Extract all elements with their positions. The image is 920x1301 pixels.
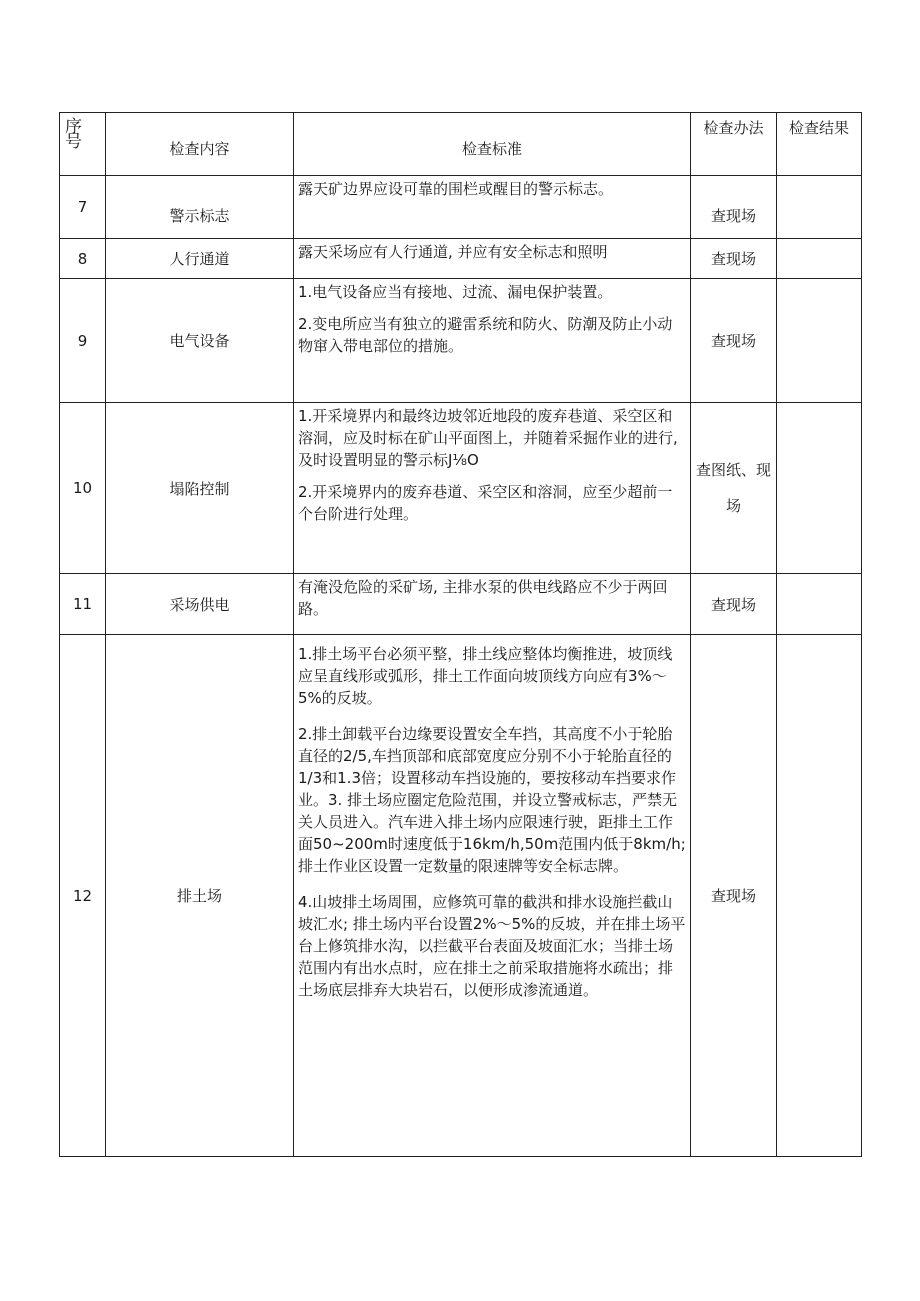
row-no: 11 xyxy=(60,574,106,635)
row-method: 查现场 xyxy=(691,574,777,635)
row-result xyxy=(777,176,862,239)
table-row xyxy=(60,239,862,279)
table-row xyxy=(60,635,862,1157)
row-method: 查现场 xyxy=(691,239,777,279)
row-method: 查现场 xyxy=(691,279,777,403)
standard-paragraph: 露天采场应有人行通道, 并应有安全标志和照明 xyxy=(298,243,608,261)
standard-paragraph: 1.开采境界内和最终边坡邻近地段的废弃巷道、采空区和溶洞，应及时标在矿山平面图上，并随着采掘作业的进行, 及时设置明显的警示标J⅛O xyxy=(298,407,678,469)
row-standard xyxy=(294,635,691,1157)
row-item: 采场供电 xyxy=(106,574,294,635)
standard-paragraph: 2.开采境界内的废弃巷道、采空区和溶洞，应至少超前一个台阶进行处理。 xyxy=(298,483,673,523)
row-standard xyxy=(294,279,691,403)
header-result: 检查结果 xyxy=(777,113,862,176)
row-no: 8 xyxy=(60,239,106,279)
row-result xyxy=(777,403,862,574)
standard-paragraph: 1.排土场平台必须平整，排土线应整体均衡推进，坡顶线应呈直线形或弧形，排土工作面向坡顶线方向应有3%～5%的反坡。 xyxy=(298,645,673,707)
row-item: 电气设备 xyxy=(106,279,294,403)
row-item: 塌陷控制 xyxy=(106,403,294,574)
row-item: 排土场 xyxy=(106,635,294,1157)
row-no: 10 xyxy=(60,403,106,574)
header-standard: 检查标准 xyxy=(294,113,691,176)
row-no: 7 xyxy=(60,176,106,239)
standard-paragraph: 1.电气设备应当有接地、过流、漏电保护装置。 xyxy=(298,283,613,301)
header-method: 检查办法 xyxy=(691,113,777,176)
table-row xyxy=(60,176,862,239)
row-result xyxy=(777,635,862,1157)
row-no: 12 xyxy=(60,635,106,1157)
row-result xyxy=(777,279,862,403)
row-standard xyxy=(294,176,691,239)
header-row xyxy=(60,113,862,176)
header-no-text: 序号 xyxy=(65,117,82,152)
row-standard xyxy=(294,403,691,574)
row-result xyxy=(777,239,862,279)
standard-paragraph: 露天矿边界应设可靠的围栏或醒目的警示标志。 xyxy=(298,180,614,198)
row-item: 人行通道 xyxy=(106,239,294,279)
row-standard xyxy=(294,574,691,635)
header-item: 检查内容 xyxy=(106,113,294,176)
table-row xyxy=(60,403,862,574)
table-row xyxy=(60,279,862,403)
standard-paragraph: 2.变电所应当有独立的避雷系统和防火、防潮及防止小动物窜入带电部位的措施。 xyxy=(298,315,673,355)
row-result xyxy=(777,574,862,635)
row-item: 警示标志 xyxy=(106,176,294,239)
row-method: 查现场 xyxy=(691,635,777,1157)
standard-paragraph: 有淹没危险的采矿场, 主排水泵的供电线路应不少于两回路。 xyxy=(298,578,668,618)
row-standard xyxy=(294,239,691,279)
standard-paragraph: 2.排土卸载平台边缘要设置安全车挡，其高度不小于轮胎直径的2/5,车挡顶部和底部宽度应分别不小于轮胎直径的1/3和1.3倍；设置移动车挡设施的，要按移动车挡要求作业。3. 排土场应圈定危险范围，并设立警戒标志，严禁无关人员进入。汽车进入排土场内应限速行驶，距排土工作面50~200m时速度低于16km/h,50m范围内低于8km/h;排土作业区设置一定数量的限速牌等安全标志牌。 xyxy=(298,725,686,875)
standard-paragraph: 4.山坡排土场周围，应修筑可靠的截洪和排水设施拦截山坡汇水; 排土场内平台设置2%～5%的反坡，并在排土场平台上修筑排水沟，以拦截平台表面及坡面汇水；当排土场范围内有出水点时，应在排土之前采取措施将水疏出；排土场底层排弃大块岩石，以便形成渗流通道。 xyxy=(298,893,686,999)
table-row xyxy=(60,574,862,635)
inspection-table xyxy=(59,112,862,1157)
row-method: 查图纸、现场 xyxy=(691,403,777,574)
header-no xyxy=(60,113,106,176)
row-method: 查现场 xyxy=(691,176,777,239)
row-no: 9 xyxy=(60,279,106,403)
